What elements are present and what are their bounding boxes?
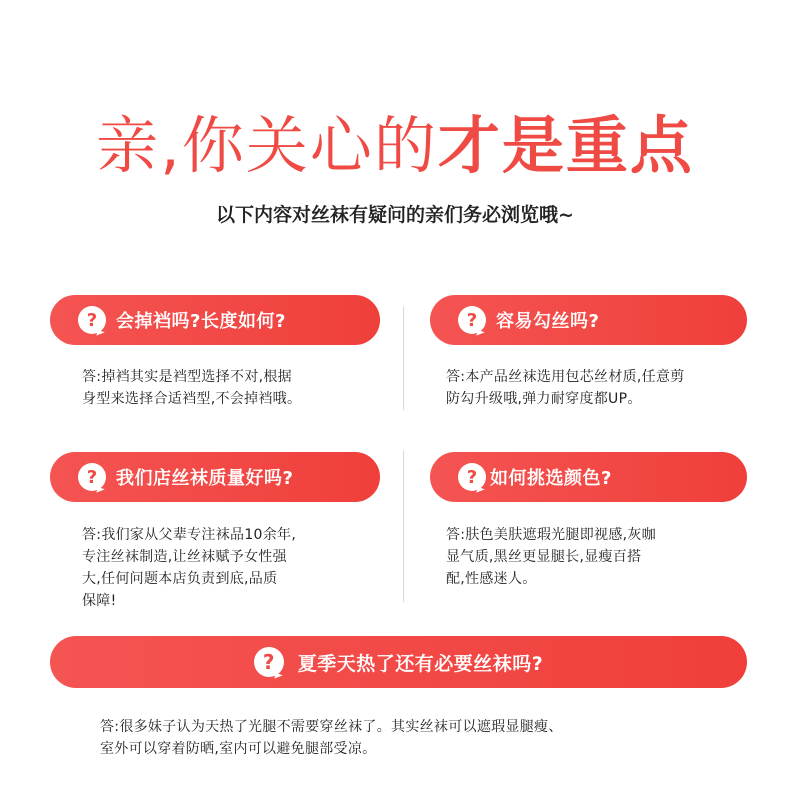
title-bold: 才是重点 [437,109,694,182]
question-pill-2 [430,295,747,345]
question-text: 容易勾丝吗? [496,311,600,332]
answer-line: 防勾升级哦,弹力耐穿度都UP。 [446,391,642,407]
answer-line: 专注丝袜制造,让丝袜赋予女性强 [82,549,287,565]
answer-line: 配,性感迷人。 [446,571,537,587]
question-bubble-icon: ? [78,463,106,491]
answer-line: 大,任何问题本店负责到底,品质 [82,571,278,587]
question-text: 夏季天热了还有必要丝袜吗? [297,652,544,675]
question-bubble-icon: ? [78,306,106,334]
question-bubble-icon: ? [458,463,486,491]
answer-line: 答:我们家从父辈专注袜品10余年, [82,527,297,543]
answer-line: 保障! [82,593,117,609]
answer-line: 答:掉裆其实是裆型选择不对,根据 [82,369,292,385]
answer-line: 答:肤色美肤遮瑕光腿即视感,灰咖 [446,527,656,543]
answer-line: 显气质,黑丝更显腿长,显瘦百搭 [446,549,642,565]
question-pill-5 [50,636,747,688]
page-subtitle: 以下内容对丝袜有疑问的亲们务必浏览哦~ [216,204,574,226]
title-light: 亲,你关心的 [96,109,438,182]
question-pill-3 [50,452,380,502]
column-divider [403,450,404,602]
answer-line: 身型来选择合适裆型,不会掉裆哦。 [82,391,302,407]
question-text: 会掉裆吗?长度如何? [116,311,286,332]
answer-1 [82,366,301,410]
question-text: 如何挑选颜色? [490,468,612,489]
answer-2 [446,366,685,410]
question-bubble-icon: ? [254,647,284,677]
question-pill-4 [430,452,747,502]
answer-4 [446,524,656,590]
question-bubble-icon: ? [458,306,486,334]
question-text: 我们店丝袜质量好吗? [116,468,294,489]
answer-line: 答:本产品丝袜选用包芯丝材质,任意剪 [446,369,685,385]
answer-5 [100,716,563,760]
column-divider [403,306,404,410]
answer-line: 答:很多妹子认为天热了光腿不需要穿丝袜了。其实丝袜可以遮瑕显腿瘦、 [100,719,563,735]
answer-3 [82,524,296,612]
page-title [0,108,790,184]
answer-line: 室外可以穿着防晒,室内可以避免腿部受凉。 [100,741,377,757]
question-pill-1 [50,295,380,345]
